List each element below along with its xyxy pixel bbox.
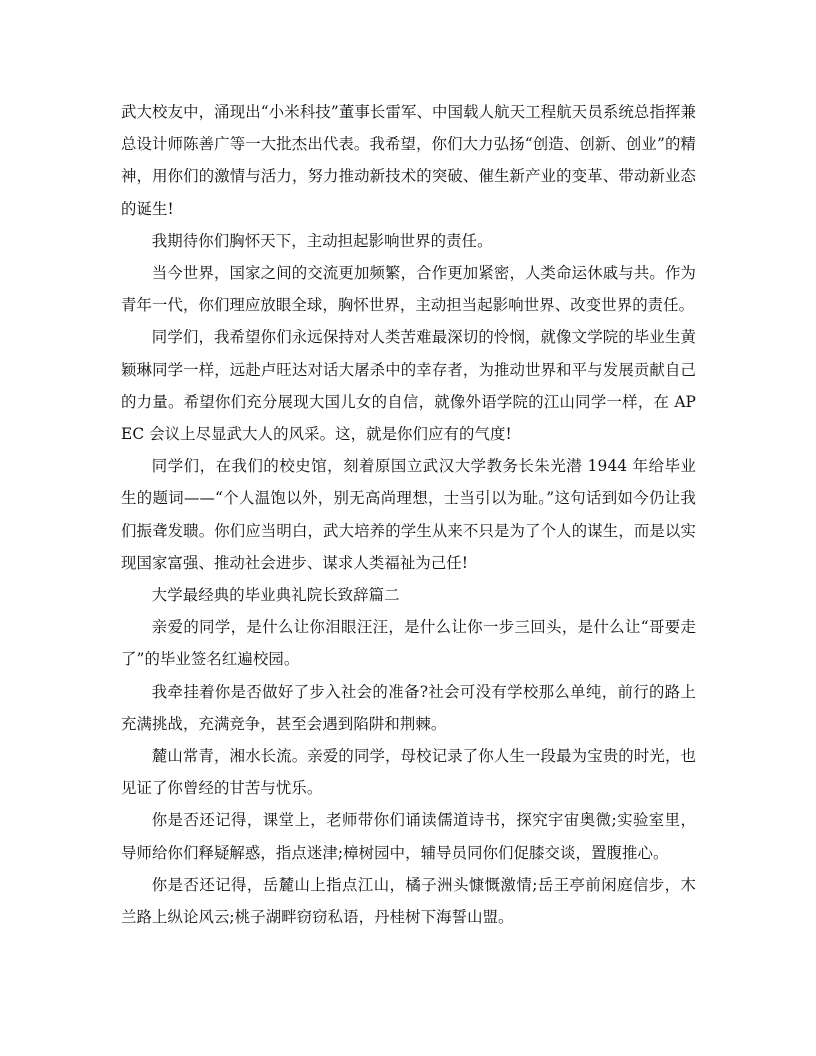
paragraph-dear-students: 亲爱的同学，是什么让你泪眼汪汪，是什么让你一步三回头，是什么让“哥要走了”的毕业签名红遍校园。 — [121, 618, 696, 669]
paragraph-today-world: 当今世界，国家之间的交流更加频繁，合作更加紧密，人类命运休戚与共。作为青年一代，你们理应放眼全球，胸怀世界，主动担当起影响世界、改变世界的责任。 — [121, 264, 696, 315]
paragraph-lushan: 麓山常青，湘水长流。亲爱的同学，母校记录了你人生一段最为宝贵的时光，也见证了你曾经的甘苦与忧乐。 — [121, 747, 696, 798]
section-heading: 大学最经典的毕业典礼院长致辞篇二 — [151, 586, 400, 605]
paragraph-expect-world: 我期待你们胸怀天下，主动担起影响世界的责任。 — [151, 231, 493, 250]
paragraph-history-museum: 同学们，在我们的校史馆，刻着原国立武汉大学教务长朱光潜 1944 年给毕业生的题词——“个人温饱以外，别无高尚理想，士当引以为耻。”这句话到如今仍让我们振聋发聩。你们应当明白，武大培养的学生从来不只是为了个人的谋生，而是以实现国家富强、推动社会进步、谋求人类福祉为己任! — [121, 457, 696, 572]
paragraph-remember-yuelu: 你是否还记得，岳麓山上指点江山，橘子洲头慷慨激情;岳王亭前闲庭信步，木兰路上纵论风云;桃子湖畔窃窃私语，丹桂树下海誓山盟。 — [121, 875, 696, 927]
document-body — [121, 96, 696, 933]
paragraph-concern: 我牵挂着你是否做好了步入社会的准备?社会可没有学校那么单纯，前行的路上充满挑战，充满竞争，甚至会遇到陷阱和荆棘。 — [121, 682, 696, 733]
paragraph-alumni: 武大校友中，涌现出“小米科技”董事长雷军、中国载人航天工程航天员系统总指挥兼总设计师陈善广等一大批杰出代表。我希望，你们大力弘扬“创造、创新、创业”的精神，用你们的激情与活力，努力推动新技术的突破、催生新产业的变革、带动新业态的诞生! — [121, 103, 696, 218]
paragraph-remember-classroom: 你是否还记得，课堂上，老师带你们诵读儒道诗书，探究宇宙奥微;实验室里，导师给你们释疑解惑，指点迷津;樟树园中，辅导员同你们促膝交谈，置腹推心。 — [121, 811, 696, 862]
paragraph-compassion: 同学们，我希望你们永远保持对人类苦难最深切的怜悯，就像文学院的毕业生黄颖琳同学一样，远赴卢旺达对话大屠杀中的幸存者，为推动世界和平与发展贡献自己的力量。希望你们充分展现大国儿女的自信，就像外语学院的江山同学一样，在 APEC 会议上尽显武大人的风采。这，就是你们应有的气度! — [121, 328, 696, 444]
